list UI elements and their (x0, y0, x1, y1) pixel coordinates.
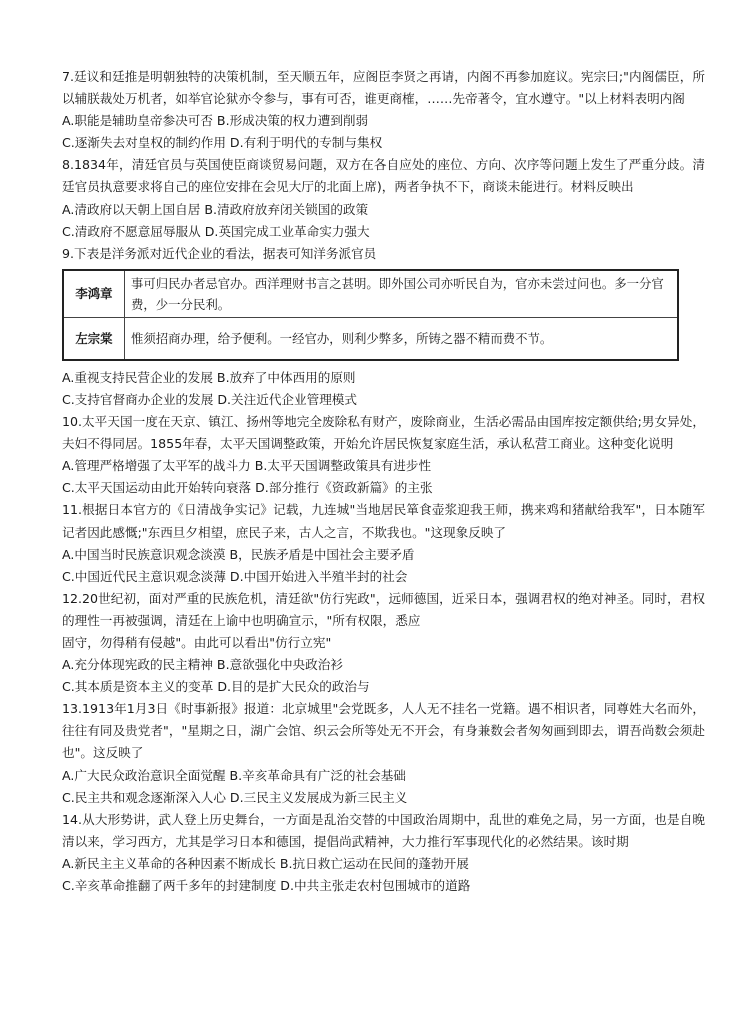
option-line: A.清政府以天朝上国自居 B.清政府放弃闭关锁国的政策 (62, 201, 369, 217)
question-10 (62, 411, 705, 499)
option-line: A.充分体现宪政的民主精神 B.意欲强化中央政治衫 (62, 657, 343, 673)
question-9 (62, 243, 705, 411)
question-stem-continued: 固守，勿得稍有侵越"。由此可以看出"仿行立宪" (62, 634, 332, 650)
option-line: A.新民主主义革命的各种因素不断成长 B.抗日救亡运动在民间的蓬勃开展 (62, 855, 469, 871)
option-line: A.广大民众政治意识全面觉醒 B.辛亥革命具有广泛的社会基础 (62, 767, 406, 783)
table-row (63, 317, 678, 360)
table-cell-text: 惟须招商办理，给予便利。一经官办，则利少弊多，所铸之器不精而费不节。 (125, 317, 679, 360)
question-stem: 14.从大形势讲，武人登上历史舞台，一方面是乱治交替的中国政治周期中，乱世的难免之局，另一方面，也是自晚清以来，学习西方，尤其是学习日本和德国，提倡尚武精神，大力推行军事现代化的必然结果。该时期 (62, 811, 705, 849)
opinion-table (62, 269, 679, 361)
question-8 (62, 154, 705, 242)
question-stem: 10.太平天国一度在天京、镇江、扬州等地完全废除私有财产，废除商业，生活必需品由国库按定额供给;男女异处，夫妇不得同居。1855年春，太平天国调整政策，开始允许居民恢复家庭生活，承认私营工商业。这种变化说明 (62, 414, 705, 452)
option-line: C.其本质是资本主义的变革 D.目的是扩大民众的政治与 (62, 679, 370, 695)
question-13 (62, 698, 705, 808)
option-line: C.中国近代民主意识观念淡薄 D.中国开始进入半殖半封的社会 (62, 568, 408, 584)
option-line: C.太平天国运动由此开始转向衰落 D.部分推行《资政新篇》的主张 (62, 480, 433, 496)
option-line: C.逐渐失去对皇权的制约作用 D.有利于明代的专制与集权 (62, 135, 383, 151)
option-line: A.管理严格增强了太平军的战斗力 B.太平天国调整政策具有进步性 (62, 458, 432, 474)
table-cell-text: 事可归民办者忌官办。西洋理财书言之甚明。即外国公司亦听民自为，官亦未尝过问也。多一分官费，少一分民利。 (125, 270, 679, 318)
question-11 (62, 499, 705, 587)
question-stem: 7.廷议和廷推是明朝独特的决策机制，至天顺五年，应阁臣李贤之再请，内阁不再参加庭议。宪宗曰;"内阁儒臣，所以辅朕裁处万机者，如举官论狱亦令参与，事有可否，谁更商榷，……先帝著令，宜水遵守。"以上材料表明内阁 (62, 69, 705, 107)
question-14 (62, 809, 705, 897)
table-row (63, 270, 678, 318)
question-stem: 12.20世纪初，面对严重的民族危机，清廷欲"仿行宪政"，远师德国，近采日本，强调君权的绝对神圣。同时，君权的理性一再被强调，清廷在上谕中也明确宣示，"所有权限，悉应 (62, 590, 705, 628)
option-line: A.重视支持民营企业的发展 B.放弃了中体西用的原则 (62, 369, 356, 385)
option-line: C.民主共和观念逐渐深入人心 D.三民主义发展成为新三民主义 (62, 789, 408, 805)
question-7 (62, 66, 705, 154)
question-stem: 11.根据日本官方的《日清战争实记》记载，九连城"当地居民箪食壶浆迎我王师，携来鸡和猪献给我军"，日本随军记者因此感慨;"东西旦夕相望，庶民子来，古人之言，不欺我也。"这现象反映了 (62, 502, 705, 540)
option-line: A.职能是辅助皇帝参决可否 B.形成决策的权力遭到削弱 (62, 113, 369, 129)
option-line: C.辛亥革命推翻了两千多年的封建制度 D.中共主张走农村包围城市的道路 (62, 878, 471, 893)
question-stem: 13.1913年1月3日《时事新报》报道：北京城里"会党既多，人人无不挂名一党籍。遇不相识者，同尊姓大名而外，往往有同及贵党者"，"星期之日，湖广会馆、织云会所等处无不开会，有身兼数会者匆匆画到即去，谓吾尚数会须赴也"。这反映了 (62, 701, 705, 761)
table-cell-name: 左宗棠 (63, 317, 125, 360)
question-stem: 9.下表是洋务派对近代企业的看法，据表可知洋务派官员 (62, 245, 377, 261)
option-line: C.清政府不愿意屈辱服从 D.英国完成工业革命实力强大 (62, 223, 370, 239)
question-12 (62, 588, 705, 698)
option-line: C.支持官督商办企业的发展 D.关注近代企业管理模式 (62, 391, 357, 407)
question-stem: 8.1834年，清廷官员与英国使臣商谈贸易问题，双方在各自应处的座位、方向、次序等问题上发生了严重分歧。清廷官员执意要求将自己的座位安排在会见大厅的北面上席)，两者争执不下，商谈未能进行。材料反映出 (62, 157, 705, 195)
option-line: A.中国当时民族意识观念淡漠 B，民族矛盾是中国社会主要矛盾 (62, 546, 415, 562)
table-cell-name: 李鸿章 (63, 270, 125, 318)
